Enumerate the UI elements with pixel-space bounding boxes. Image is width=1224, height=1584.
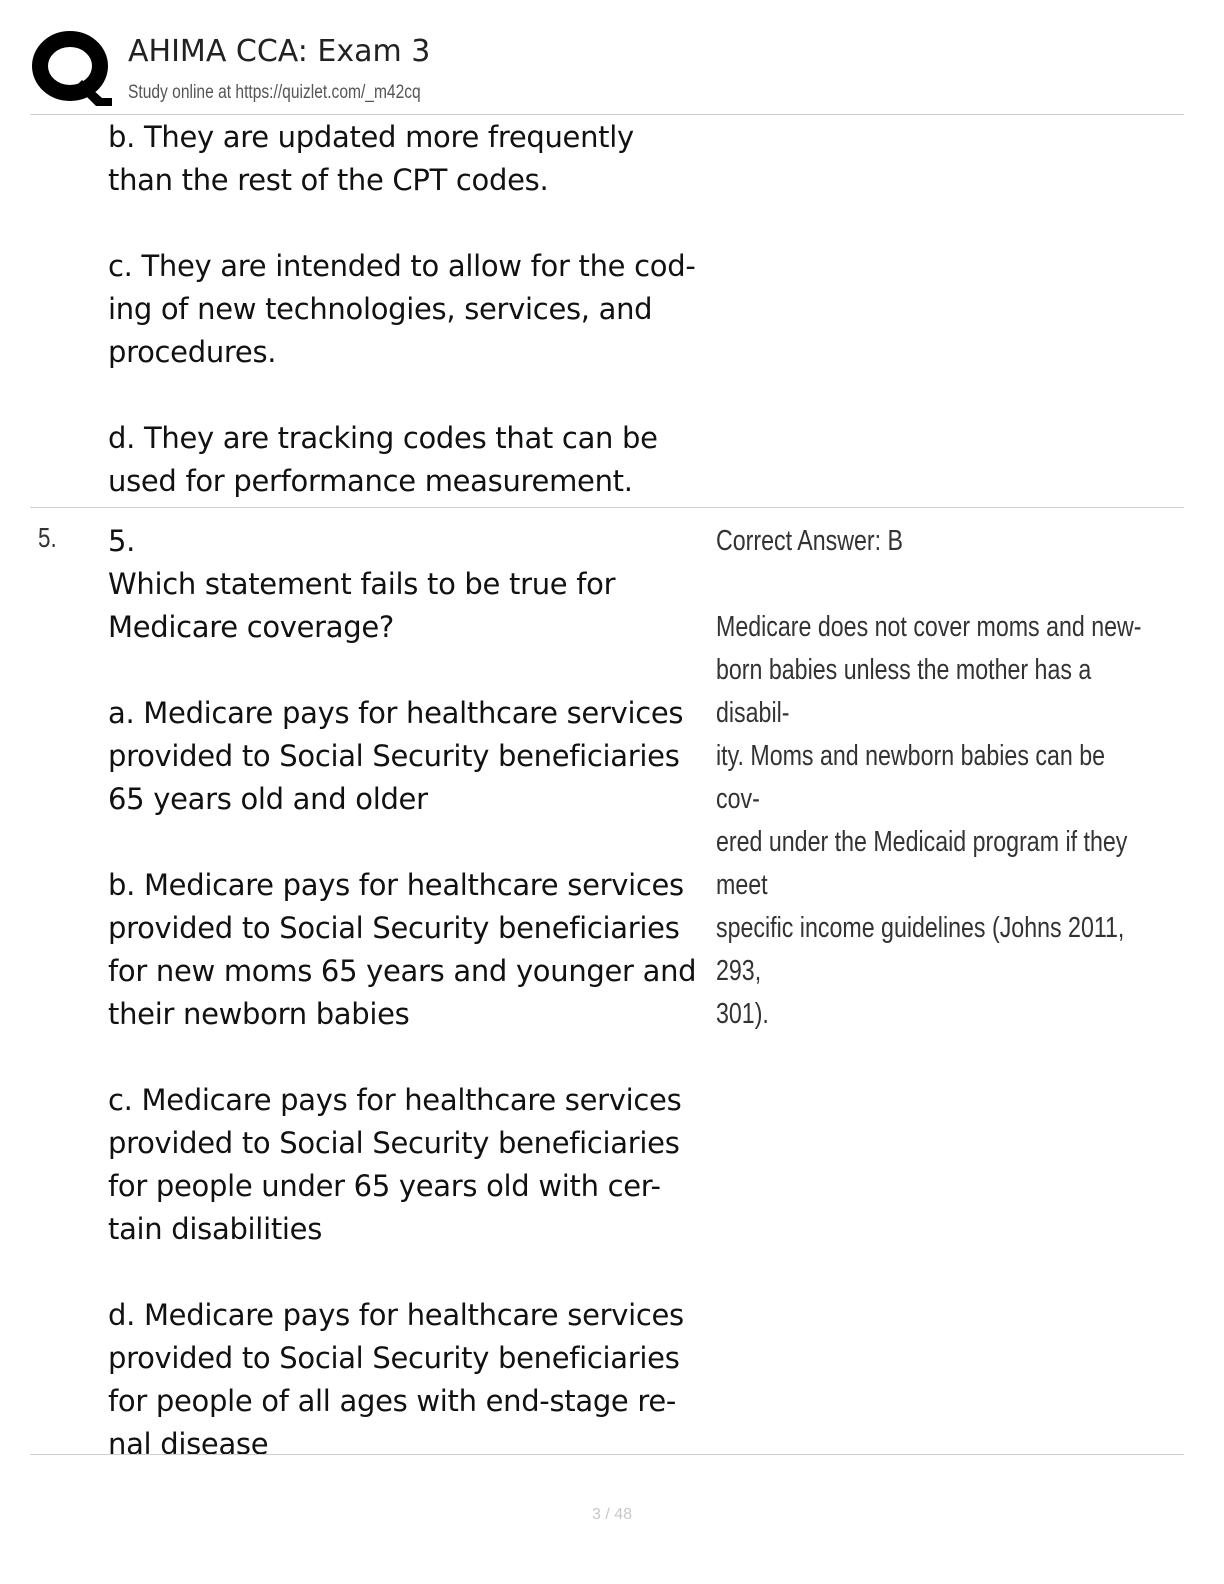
page-header (30, 28, 1184, 115)
study-online-link[interactable]: Study online at https://quizlet.com/_m42cq (128, 82, 421, 103)
card-divider (30, 1454, 1184, 1455)
question-text: 5. Which statement fails to be true for Medicare coverage? a. Medicare pays for healthcare services provided to Social Security beneficiaries 65 years old and older b. Medicare pays for healthcare services provided to Social Security beneficiaries for new moms 65 years and younger and their newborn babies c. Medicare pays for healthcare services provided to Social Security beneficiaries for people under 65 years old with cer- tain disabilities d. Medicare pays for healthcare services provided to Social Security beneficiaries for people of all ages with end-stage re- nal disease (108, 524, 697, 1461)
quizlet-q-logo-icon (30, 28, 114, 106)
card-number: 5. (38, 522, 57, 553)
page-number: 3 / 48 (591, 1506, 633, 1523)
card-divider (30, 507, 1184, 508)
question-text-continued: b. They are updated more frequently than the rest of the CPT codes. c. They are intended to allow for the cod- ing of new technologies, services, and procedures. d. They are tracking codes that can be used for performance measurement. (108, 120, 696, 498)
answer-text: Correct Answer: B Medicare does not cover moms and new- born babies unless the mother has a disabil- ity. Moms and newborn babies can be cov- ered under the Medicaid program if they meet specific income guidelines (Johns 2011, 293, 301). (716, 525, 1142, 1030)
document-title: AHIMA CCA: Exam 3 (128, 34, 431, 69)
